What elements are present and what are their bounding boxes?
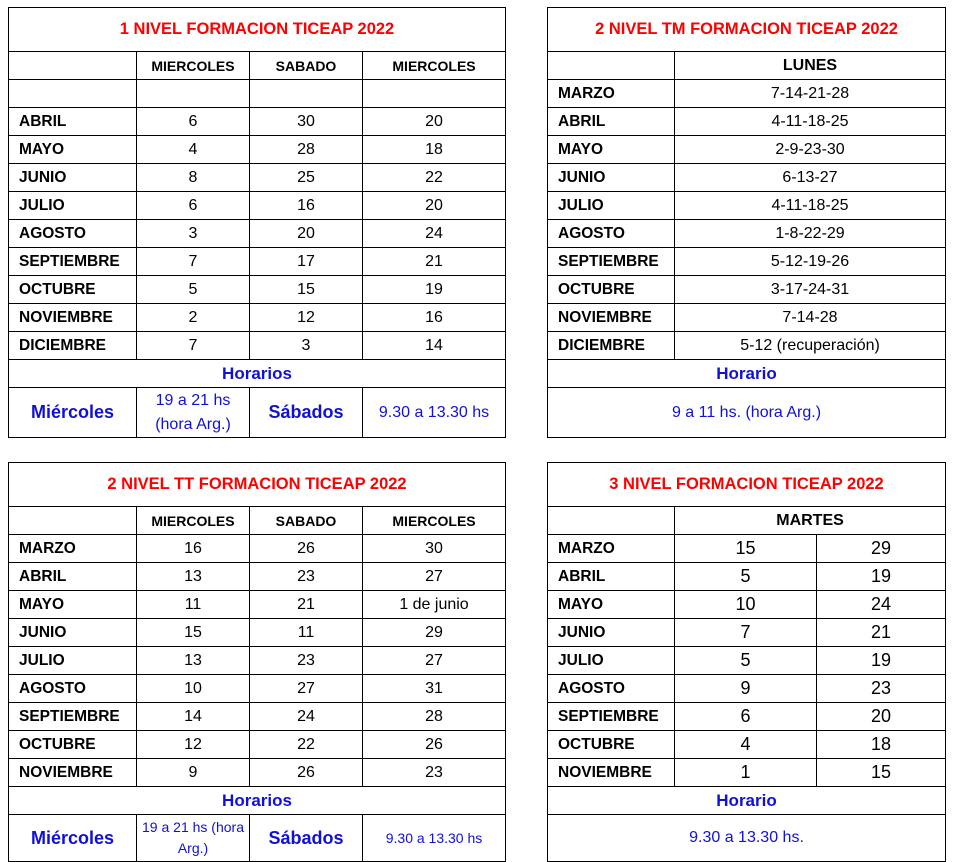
table-row <box>548 731 946 759</box>
date-cell: 31 <box>363 675 506 703</box>
date-cell: 28 <box>363 703 506 731</box>
date-cell: 13 <box>137 563 250 591</box>
month-label: JULIO <box>548 647 675 675</box>
month-rows <box>9 535 506 787</box>
table-row <box>548 563 946 591</box>
header-col-1: MIERCOLES <box>137 52 250 80</box>
day-label-sabados: Sábados <box>250 815 363 862</box>
date-cell: 7 <box>675 619 817 647</box>
date-cell: 29 <box>817 535 946 563</box>
month-label: MAYO <box>9 591 137 619</box>
schedule-body <box>548 463 946 535</box>
table-row <box>9 332 506 360</box>
month-label: NOVIEMBRE <box>548 304 675 332</box>
table-row <box>548 136 946 164</box>
horario-section <box>548 787 946 862</box>
table-row <box>548 675 946 703</box>
month-rows <box>548 535 946 787</box>
table-title: 2 NIVEL TT FORMACION TICEAP 2022 <box>9 463 506 507</box>
schedule-body <box>9 463 506 535</box>
date-cell: 1-8-22-29 <box>675 220 946 248</box>
date-cell: 3-17-24-31 <box>675 276 946 304</box>
table-row <box>9 164 506 192</box>
month-label: ABRIL <box>548 563 675 591</box>
date-cell: 3 <box>250 332 363 360</box>
date-cell: 23 <box>363 759 506 787</box>
month-label: SEPTIEMBRE <box>548 703 675 731</box>
table-row <box>548 164 946 192</box>
date-cell: 12 <box>250 304 363 332</box>
month-rows <box>9 108 506 360</box>
date-cell: 27 <box>250 675 363 703</box>
date-cell: 20 <box>363 108 506 136</box>
schedule-table-nivel-3 <box>547 462 946 862</box>
header-martes: MARTES <box>675 507 946 535</box>
month-label: JUNIO <box>548 619 675 647</box>
blank-cell <box>250 80 363 108</box>
date-cell: 26 <box>363 731 506 759</box>
date-cell: 7-14-28 <box>675 304 946 332</box>
table-row <box>548 703 946 731</box>
header-empty <box>548 52 675 80</box>
horario-time: 9 a 11 hs. (hora Arg.) <box>548 388 946 438</box>
table-row <box>9 220 506 248</box>
table-row <box>548 647 946 675</box>
month-label: MARZO <box>9 535 137 563</box>
month-label: AGOSTO <box>9 675 137 703</box>
horario-label: Horario <box>548 787 946 815</box>
month-label: AGOSTO <box>9 220 137 248</box>
date-cell: 24 <box>250 703 363 731</box>
month-label: OCTUBRE <box>9 276 137 304</box>
month-label: JUNIO <box>548 164 675 192</box>
date-cell: 18 <box>817 731 946 759</box>
date-cell: 13 <box>137 647 250 675</box>
date-cell: 20 <box>250 220 363 248</box>
date-cell: 5-12 (recuperación) <box>675 332 946 360</box>
table-row <box>548 276 946 304</box>
table-row <box>548 591 946 619</box>
date-cell: 14 <box>137 703 250 731</box>
month-label: JULIO <box>9 647 137 675</box>
table-row <box>9 248 506 276</box>
month-label: JUNIO <box>9 619 137 647</box>
table-row <box>548 248 946 276</box>
month-label: MARZO <box>548 80 675 108</box>
table-row <box>9 563 506 591</box>
horarios-section <box>9 787 506 862</box>
date-cell: 15 <box>817 759 946 787</box>
table-row <box>9 136 506 164</box>
horarios-section <box>9 360 506 438</box>
date-cell: 16 <box>250 192 363 220</box>
table-title: 3 NIVEL FORMACION TICEAP 2022 <box>548 463 946 507</box>
date-cell: 30 <box>363 535 506 563</box>
month-label: SEPTIEMBRE <box>9 703 137 731</box>
date-cell: 23 <box>250 647 363 675</box>
schedule-table-nivel-1 <box>8 7 506 438</box>
date-cell: 2 <box>137 304 250 332</box>
date-cell: 24 <box>363 220 506 248</box>
blank-cell <box>137 80 250 108</box>
month-label: AGOSTO <box>548 220 675 248</box>
table-title: 2 NIVEL TM FORMACION TICEAP 2022 <box>548 8 946 52</box>
date-cell: 21 <box>817 619 946 647</box>
horario-label: Horario <box>548 360 946 388</box>
date-cell: 16 <box>363 304 506 332</box>
date-cell: 27 <box>363 647 506 675</box>
date-cell: 12 <box>137 731 250 759</box>
horario-section <box>548 360 946 438</box>
day-label-miercoles: Miércoles <box>9 388 137 438</box>
header-empty <box>9 507 137 535</box>
month-label: ABRIL <box>548 108 675 136</box>
date-cell: 29 <box>363 619 506 647</box>
date-cell: 20 <box>363 192 506 220</box>
table-row <box>548 304 946 332</box>
date-cell: 5 <box>137 276 250 304</box>
date-cell: 19 <box>363 276 506 304</box>
date-cell: 6 <box>137 192 250 220</box>
table-row <box>9 703 506 731</box>
month-label: MAYO <box>548 136 675 164</box>
date-cell: 27 <box>363 563 506 591</box>
day-label-miercoles: Miércoles <box>9 815 137 862</box>
header-col-3: MIERCOLES <box>363 52 506 80</box>
table-row <box>548 192 946 220</box>
date-cell: 8 <box>137 164 250 192</box>
time-sabados: 9.30 a 13.30 hs <box>363 815 506 862</box>
date-cell: 15 <box>675 535 817 563</box>
table-row <box>9 108 506 136</box>
month-label: OCTUBRE <box>548 731 675 759</box>
schedule-body <box>548 8 946 80</box>
schedule-table-nivel-2-tt <box>8 462 506 862</box>
day-label-sabados: Sábados <box>250 388 363 438</box>
header-lunes: LUNES <box>675 52 946 80</box>
table-row <box>9 731 506 759</box>
date-cell: 6 <box>137 108 250 136</box>
date-cell: 19 <box>817 647 946 675</box>
date-cell: 2-9-23-30 <box>675 136 946 164</box>
date-cell: 7 <box>137 248 250 276</box>
table-row <box>9 759 506 787</box>
date-cell: 22 <box>363 164 506 192</box>
table-row <box>548 80 946 108</box>
date-cell: 11 <box>137 591 250 619</box>
date-cell: 5 <box>675 563 817 591</box>
date-cell: 28 <box>250 136 363 164</box>
month-label: JUNIO <box>9 164 137 192</box>
date-cell: 7 <box>137 332 250 360</box>
date-cell: 25 <box>250 164 363 192</box>
header-col-2: SABADO <box>250 507 363 535</box>
month-label: AGOSTO <box>548 675 675 703</box>
table-row <box>9 675 506 703</box>
schedule-table-nivel-2-tm <box>547 7 946 438</box>
table-row <box>548 108 946 136</box>
date-cell: 21 <box>363 248 506 276</box>
date-cell: 23 <box>817 675 946 703</box>
date-cell: 5-12-19-26 <box>675 248 946 276</box>
horarios-label: Horarios <box>9 360 506 388</box>
table-row <box>9 647 506 675</box>
month-label: MARZO <box>548 535 675 563</box>
table-row <box>548 332 946 360</box>
date-cell: 16 <box>137 535 250 563</box>
month-label: SEPTIEMBRE <box>9 248 137 276</box>
month-label: NOVIEMBRE <box>9 759 137 787</box>
month-label: DICIEMBRE <box>9 332 137 360</box>
time-miercoles: 19 a 21 hs (hora Arg.) <box>137 815 250 862</box>
time-sabados: 9.30 a 13.30 hs <box>363 388 506 438</box>
date-cell: 24 <box>817 591 946 619</box>
table-row <box>9 192 506 220</box>
date-cell: 15 <box>137 619 250 647</box>
date-cell: 1 <box>675 759 817 787</box>
table-row <box>9 304 506 332</box>
month-label: JULIO <box>9 192 137 220</box>
date-cell: 26 <box>250 535 363 563</box>
blank-cell <box>9 80 137 108</box>
date-cell: 5 <box>675 647 817 675</box>
date-cell: 9 <box>137 759 250 787</box>
date-cell: 15 <box>250 276 363 304</box>
date-cell: 6 <box>675 703 817 731</box>
blank-cell <box>363 80 506 108</box>
date-cell: 21 <box>250 591 363 619</box>
date-cell: 1 de junio <box>363 591 506 619</box>
table-row <box>548 535 946 563</box>
date-cell: 11 <box>250 619 363 647</box>
header-empty <box>9 52 137 80</box>
horarios-label: Horarios <box>9 787 506 815</box>
date-cell: 3 <box>137 220 250 248</box>
header-col-1: MIERCOLES <box>137 507 250 535</box>
date-cell: 17 <box>250 248 363 276</box>
month-label: NOVIEMBRE <box>548 759 675 787</box>
table-row <box>548 759 946 787</box>
header-col-2: SABADO <box>250 52 363 80</box>
table-row <box>9 276 506 304</box>
month-label: ABRIL <box>9 563 137 591</box>
date-cell: 14 <box>363 332 506 360</box>
month-label: ABRIL <box>9 108 137 136</box>
date-cell: 19 <box>817 563 946 591</box>
schedule-body <box>9 8 506 108</box>
date-cell: 6-13-27 <box>675 164 946 192</box>
horario-time: 9.30 a 13.30 hs. <box>548 815 946 862</box>
month-label: NOVIEMBRE <box>9 304 137 332</box>
date-cell: 4-11-18-25 <box>675 108 946 136</box>
month-label: MAYO <box>9 136 137 164</box>
header-empty <box>548 507 675 535</box>
date-cell: 18 <box>363 136 506 164</box>
date-cell: 10 <box>675 591 817 619</box>
date-cell: 10 <box>137 675 250 703</box>
month-label: OCTUBRE <box>548 276 675 304</box>
table-title: 1 NIVEL FORMACION TICEAP 2022 <box>9 8 506 52</box>
date-cell: 7-14-21-28 <box>675 80 946 108</box>
date-cell: 9 <box>675 675 817 703</box>
date-cell: 22 <box>250 731 363 759</box>
header-col-3: MIERCOLES <box>363 507 506 535</box>
date-cell: 26 <box>250 759 363 787</box>
time-miercoles: 19 a 21 hs (hora Arg.) <box>137 388 250 438</box>
date-cell: 4-11-18-25 <box>675 192 946 220</box>
date-cell: 30 <box>250 108 363 136</box>
month-label: MAYO <box>548 591 675 619</box>
date-cell: 20 <box>817 703 946 731</box>
table-row <box>548 619 946 647</box>
table-row <box>9 619 506 647</box>
date-cell: 4 <box>137 136 250 164</box>
date-cell: 4 <box>675 731 817 759</box>
table-row <box>9 591 506 619</box>
month-rows <box>548 80 946 360</box>
month-label: JULIO <box>548 192 675 220</box>
date-cell: 23 <box>250 563 363 591</box>
month-label: OCTUBRE <box>9 731 137 759</box>
table-row <box>548 220 946 248</box>
month-label: DICIEMBRE <box>548 332 675 360</box>
table-row <box>9 535 506 563</box>
month-label: SEPTIEMBRE <box>548 248 675 276</box>
